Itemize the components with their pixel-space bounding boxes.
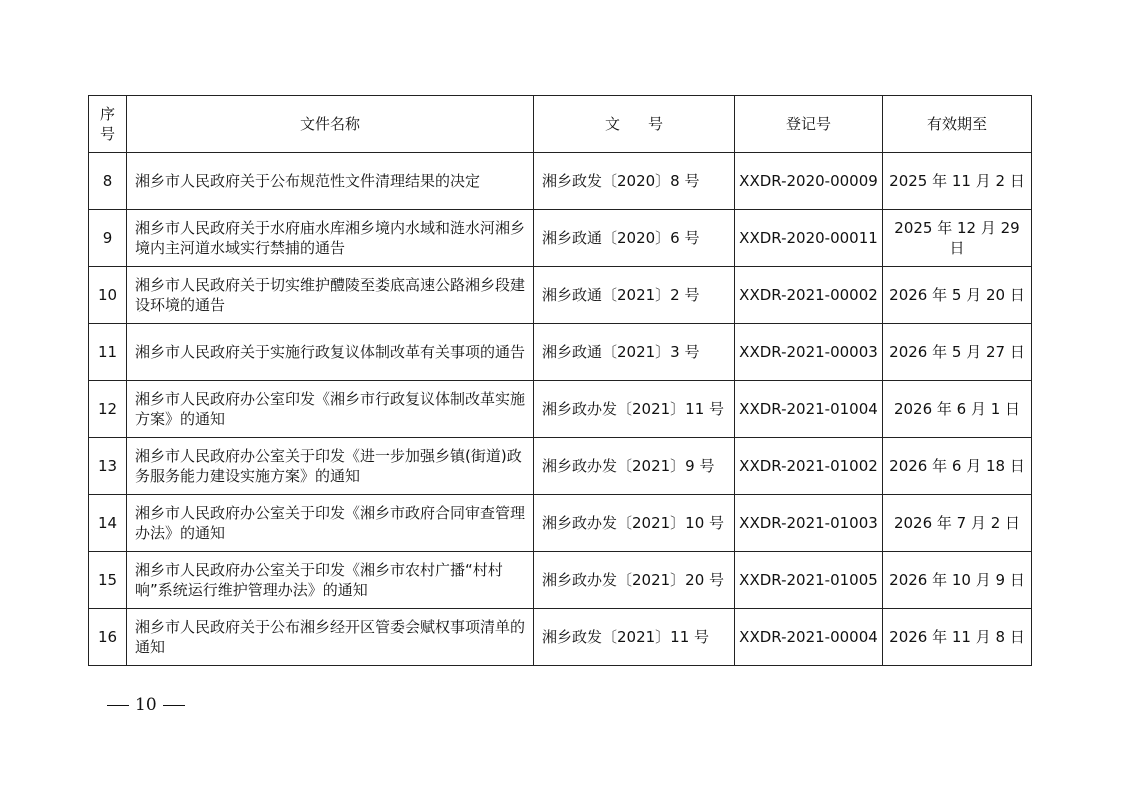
cell-document-number: 湘乡政发〔2021〕11 号 (534, 609, 735, 666)
table-row (89, 381, 1032, 438)
cell-file-name: 湘乡市人民政府关于实施行政复议体制改革有关事项的通告 (127, 324, 534, 381)
cell-seq: 12 (89, 381, 127, 438)
cell-document-number: 湘乡政发〔2020〕8 号 (534, 153, 735, 210)
cell-registration-number: XXDR-2021-00002 (735, 267, 883, 324)
table-row (89, 609, 1032, 666)
cell-file-name: 湘乡市人民政府办公室关于印发《进一步加强乡镇(街道)政务服务能力建设实施方案》的通知 (127, 438, 534, 495)
table-header-row (89, 96, 1032, 153)
cell-document-number: 湘乡政办发〔2021〕10 号 (534, 495, 735, 552)
cell-expiry-date: 2026 年 5 月 20 日 (883, 267, 1032, 324)
cell-file-name: 湘乡市人民政府关于公布规范性文件清理结果的决定 (127, 153, 534, 210)
cell-registration-number: XXDR-2020-00009 (735, 153, 883, 210)
regulation-documents-table (88, 95, 1032, 666)
table-body (89, 153, 1032, 666)
cell-registration-number: XXDR-2021-01002 (735, 438, 883, 495)
cell-document-number: 湘乡政办发〔2021〕11 号 (534, 381, 735, 438)
header-expiry-date: 有效期至 (883, 96, 1032, 153)
table-row (89, 552, 1032, 609)
page-number: 10 (135, 695, 157, 715)
cell-registration-number: XXDR-2021-00003 (735, 324, 883, 381)
cell-document-number: 湘乡政通〔2020〕6 号 (534, 210, 735, 267)
cell-expiry-date: 2025 年 12 月 29 日 (883, 210, 1032, 267)
header-file-name: 文件名称 (127, 96, 534, 153)
cell-document-number: 湘乡政通〔2021〕3 号 (534, 324, 735, 381)
cell-expiry-date: 2026 年 10 月 9 日 (883, 552, 1032, 609)
cell-file-name: 湘乡市人民政府关于水府庙水库湘乡境内水域和涟水河湘乡境内主河道水域实行禁捕的通告 (127, 210, 534, 267)
cell-expiry-date: 2026 年 6 月 1 日 (883, 381, 1032, 438)
cell-document-number: 湘乡政办发〔2021〕20 号 (534, 552, 735, 609)
cell-seq: 13 (89, 438, 127, 495)
cell-document-number: 湘乡政办发〔2021〕9 号 (534, 438, 735, 495)
cell-expiry-date: 2025 年 11 月 2 日 (883, 153, 1032, 210)
table-row (89, 153, 1032, 210)
cell-file-name: 湘乡市人民政府办公室关于印发《湘乡市农村广播“村村响”系统运行维护管理办法》的通知 (127, 552, 534, 609)
cell-expiry-date: 2026 年 5 月 27 日 (883, 324, 1032, 381)
cell-seq: 8 (89, 153, 127, 210)
table-row (89, 438, 1032, 495)
cell-seq: 10 (89, 267, 127, 324)
cell-seq: 9 (89, 210, 127, 267)
cell-registration-number: XXDR-2020-00011 (735, 210, 883, 267)
cell-expiry-date: 2026 年 7 月 2 日 (883, 495, 1032, 552)
cell-expiry-date: 2026 年 6 月 18 日 (883, 438, 1032, 495)
cell-registration-number: XXDR-2021-00004 (735, 609, 883, 666)
page-number-dash-left (107, 705, 129, 706)
table-row (89, 210, 1032, 267)
header-seq-char-2: 号 (99, 125, 115, 143)
page-number-dash-right (163, 705, 185, 706)
cell-seq: 16 (89, 609, 127, 666)
table-row (89, 324, 1032, 381)
cell-registration-number: XXDR-2021-01005 (735, 552, 883, 609)
header-seq (89, 96, 127, 153)
header-registration-number: 登记号 (735, 96, 883, 153)
cell-seq: 11 (89, 324, 127, 381)
header-document-number: 文号 (534, 96, 735, 153)
cell-file-name: 湘乡市人民政府办公室印发《湘乡市行政复议体制改革实施方案》的通知 (127, 381, 534, 438)
table-row (89, 495, 1032, 552)
cell-seq: 15 (89, 552, 127, 609)
cell-file-name: 湘乡市人民政府办公室关于印发《湘乡市政府合同审查管理办法》的通知 (127, 495, 534, 552)
cell-file-name: 湘乡市人民政府关于切实维护醴陵至娄底高速公路湘乡段建设环境的通告 (127, 267, 534, 324)
page-number-footer (107, 695, 185, 715)
cell-expiry-date: 2026 年 11 月 8 日 (883, 609, 1032, 666)
header-seq-char-1: 序 (99, 105, 115, 123)
table-row (89, 267, 1032, 324)
cell-registration-number: XXDR-2021-01003 (735, 495, 883, 552)
cell-document-number: 湘乡政通〔2021〕2 号 (534, 267, 735, 324)
cell-file-name: 湘乡市人民政府关于公布湘乡经开区管委会赋权事项清单的通知 (127, 609, 534, 666)
cell-seq: 14 (89, 495, 127, 552)
cell-registration-number: XXDR-2021-01004 (735, 381, 883, 438)
